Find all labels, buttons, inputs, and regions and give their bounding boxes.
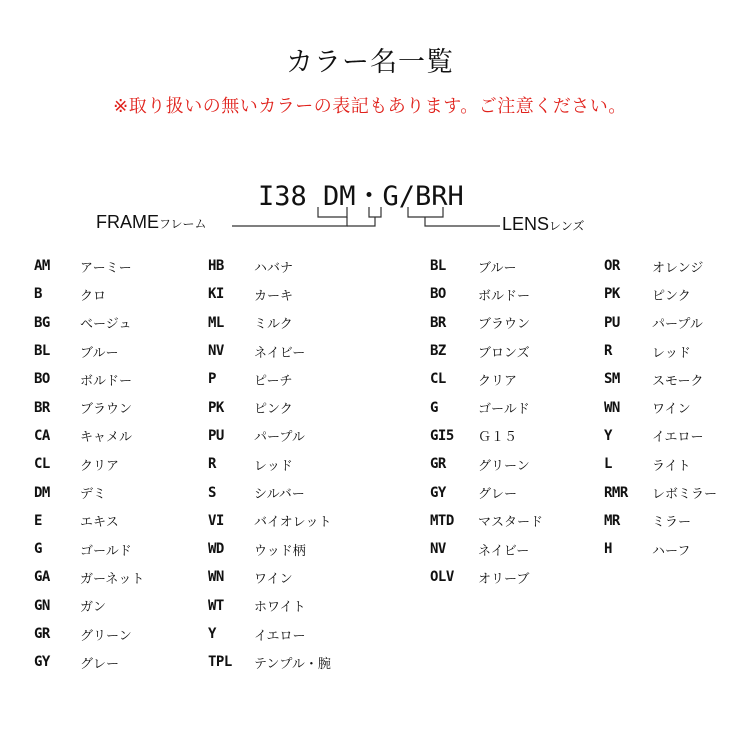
color-row xyxy=(34,535,144,563)
color-row xyxy=(208,563,331,591)
color-row xyxy=(208,280,331,308)
color-row xyxy=(208,252,331,280)
color-code: S xyxy=(208,484,216,501)
color-name: ブラウン xyxy=(478,317,531,333)
lens-color-column-2 xyxy=(604,252,717,563)
lens-label xyxy=(502,214,584,235)
color-name: ベージュ xyxy=(80,317,132,333)
color-row xyxy=(430,422,543,450)
color-code: PU xyxy=(604,314,620,331)
color-row xyxy=(34,620,144,648)
color-row xyxy=(430,563,543,591)
color-code: HB xyxy=(208,258,224,275)
color-name: グリーン xyxy=(478,458,530,474)
color-code: Y xyxy=(208,626,216,642)
color-code: MR xyxy=(604,512,620,529)
color-name: キャメル xyxy=(80,430,133,446)
color-row xyxy=(604,280,717,308)
color-row xyxy=(430,535,543,563)
color-code: WN xyxy=(604,399,620,416)
color-name: ピンク xyxy=(652,288,691,304)
color-name: ボルドー xyxy=(80,373,133,389)
color-row xyxy=(604,365,717,393)
notice-text: ※取り扱いの無いカラーの表記もあります。ご注意ください。 xyxy=(113,96,627,117)
color-row xyxy=(430,309,543,337)
color-row xyxy=(208,620,331,648)
color-row xyxy=(208,422,331,450)
color-name: パープル xyxy=(652,317,703,333)
color-code: Y xyxy=(604,427,612,444)
lens-connector xyxy=(425,217,500,226)
color-code: BZ xyxy=(430,343,446,360)
color-name: グレー xyxy=(80,656,120,672)
frame-label xyxy=(96,212,207,233)
color-row xyxy=(604,478,717,506)
color-row xyxy=(34,507,144,535)
color-name: ミルク xyxy=(254,317,293,333)
frame-label-jp: フレーム xyxy=(159,217,207,231)
color-row xyxy=(604,337,717,365)
color-row xyxy=(208,450,331,478)
color-row xyxy=(208,592,331,620)
code-example: I38 DM・G/BRH xyxy=(258,181,464,212)
color-row xyxy=(604,535,717,563)
color-row xyxy=(208,365,331,393)
frame-connector-2 xyxy=(347,217,375,226)
color-row xyxy=(208,478,331,506)
color-row xyxy=(34,478,144,506)
color-code: GN xyxy=(34,597,50,614)
color-code: BG xyxy=(34,314,50,331)
color-name: クリア xyxy=(80,458,120,474)
color-name: ハーフ xyxy=(652,543,691,559)
color-name: ネイビー xyxy=(478,543,530,559)
color-code: GI5 xyxy=(430,427,454,444)
color-row xyxy=(604,393,717,421)
color-code: RMR xyxy=(604,484,628,501)
color-name: バイオレット xyxy=(254,515,332,531)
color-row xyxy=(34,393,144,421)
color-code: ML xyxy=(208,314,224,331)
color-code: BO xyxy=(430,286,446,303)
color-name: ゴールド xyxy=(478,402,530,418)
frame-color-column-1 xyxy=(34,252,144,676)
color-code: NV xyxy=(208,343,224,360)
color-code: AM xyxy=(34,258,50,275)
color-row xyxy=(34,450,144,478)
color-row xyxy=(208,507,331,535)
color-code: BR xyxy=(430,314,446,331)
color-code: PK xyxy=(208,399,224,416)
color-code: BO xyxy=(34,371,50,388)
color-row xyxy=(430,450,543,478)
color-row xyxy=(604,450,717,478)
color-name: オレンジ xyxy=(652,260,704,276)
color-row xyxy=(604,422,717,450)
color-row xyxy=(208,309,331,337)
color-row xyxy=(34,252,144,280)
color-row xyxy=(430,337,543,365)
color-code: BL xyxy=(430,258,446,275)
color-code: WN xyxy=(208,569,224,586)
color-code: NV xyxy=(430,541,446,558)
color-name: ピンク xyxy=(254,402,293,418)
color-name: ボルドー xyxy=(478,288,531,304)
color-code: VI xyxy=(208,512,224,529)
color-row xyxy=(430,252,543,280)
color-row xyxy=(34,365,144,393)
lens-color-column-1 xyxy=(430,252,543,592)
color-row xyxy=(34,563,144,591)
color-name: ホワイト xyxy=(254,600,306,616)
lens-label-jp: レンズ xyxy=(549,219,585,233)
color-name: ネイビー xyxy=(254,345,306,361)
color-name: ブラウン xyxy=(80,402,133,418)
color-name: エキス xyxy=(80,515,119,531)
lens-label-en: LENS xyxy=(502,214,550,234)
frame-label-en: FRAME xyxy=(96,212,159,232)
color-row xyxy=(34,648,144,676)
color-code: CL xyxy=(34,456,50,473)
color-name: クロ xyxy=(80,288,107,304)
color-code: DM xyxy=(34,484,50,501)
color-code: OR xyxy=(604,258,620,275)
color-name: ブルー xyxy=(478,260,517,276)
color-row xyxy=(430,365,543,393)
color-name: オリーブ xyxy=(478,571,530,587)
color-row xyxy=(604,252,717,280)
color-code: GY xyxy=(430,484,446,501)
color-name: カーキ xyxy=(254,288,294,304)
color-code: G xyxy=(34,541,42,558)
color-name: デミ xyxy=(80,487,107,503)
color-row xyxy=(430,393,543,421)
color-code: G xyxy=(430,399,438,416)
color-name: マスタード xyxy=(478,515,544,531)
color-row xyxy=(208,337,331,365)
page-title: カラー名一覧 xyxy=(286,47,454,78)
color-name: レッド xyxy=(254,458,293,474)
color-code: OLV xyxy=(430,569,454,586)
color-code: KI xyxy=(208,286,224,303)
color-name: Ｇ１５ xyxy=(478,430,518,446)
color-code: B xyxy=(34,286,42,303)
color-code: WT xyxy=(208,597,224,614)
color-name: ライト xyxy=(652,458,691,474)
color-code: E xyxy=(34,512,42,529)
color-name: グレー xyxy=(478,487,518,503)
color-code: BR xyxy=(34,399,50,416)
color-name: ブロンズ xyxy=(478,345,530,361)
color-name: ガーネット xyxy=(80,571,145,587)
color-name: テンプル・腕 xyxy=(254,656,331,672)
color-name: ガン xyxy=(80,600,107,616)
color-code: L xyxy=(604,456,612,473)
frame-connector xyxy=(232,217,347,226)
color-code: PU xyxy=(208,427,224,444)
color-code: BL xyxy=(34,343,50,360)
color-code: SM xyxy=(604,371,620,388)
color-code: GR xyxy=(34,626,50,642)
color-code: GY xyxy=(34,654,50,671)
color-row xyxy=(208,648,331,676)
color-name: アーミー xyxy=(80,260,132,276)
color-row xyxy=(34,422,144,450)
color-name: グリーン xyxy=(80,628,132,644)
color-row xyxy=(430,507,543,535)
color-code: CA xyxy=(34,427,50,444)
color-name: ハバナ xyxy=(254,260,294,276)
color-code: GR xyxy=(430,456,446,473)
color-row xyxy=(208,393,331,421)
color-row xyxy=(604,309,717,337)
color-name: クリア xyxy=(478,373,518,389)
color-row xyxy=(430,280,543,308)
color-code: TPL xyxy=(208,654,232,671)
color-code: H xyxy=(604,541,612,558)
color-row xyxy=(208,535,331,563)
color-name: ワイン xyxy=(652,402,691,418)
color-name: イエロー xyxy=(652,430,704,446)
color-code: CL xyxy=(430,371,446,388)
color-name: パープル xyxy=(254,430,305,446)
color-name: レッド xyxy=(652,345,691,361)
color-name: ブルー xyxy=(80,345,119,361)
color-name: ウッド柄 xyxy=(254,543,306,559)
color-name: スモーク xyxy=(652,373,704,389)
frame-color-column-2 xyxy=(208,252,331,676)
color-row xyxy=(34,592,144,620)
color-name: イエロー xyxy=(254,628,306,644)
color-code: MTD xyxy=(430,512,454,529)
color-name: レボミラー xyxy=(652,487,718,503)
color-code: WD xyxy=(208,541,224,558)
color-name: ピーチ xyxy=(254,373,293,389)
color-row xyxy=(34,337,144,365)
color-code: GA xyxy=(34,569,50,586)
color-row xyxy=(34,309,144,337)
color-code: R xyxy=(604,343,612,360)
color-name: ゴールド xyxy=(80,543,132,559)
color-row xyxy=(34,280,144,308)
color-code: P xyxy=(208,371,216,388)
color-name: シルバー xyxy=(254,487,305,503)
color-name: ミラー xyxy=(652,515,692,531)
color-row xyxy=(430,478,543,506)
color-code: PK xyxy=(604,286,620,303)
color-row xyxy=(604,507,717,535)
color-name: ワイン xyxy=(254,571,293,587)
color-code: R xyxy=(208,456,216,473)
